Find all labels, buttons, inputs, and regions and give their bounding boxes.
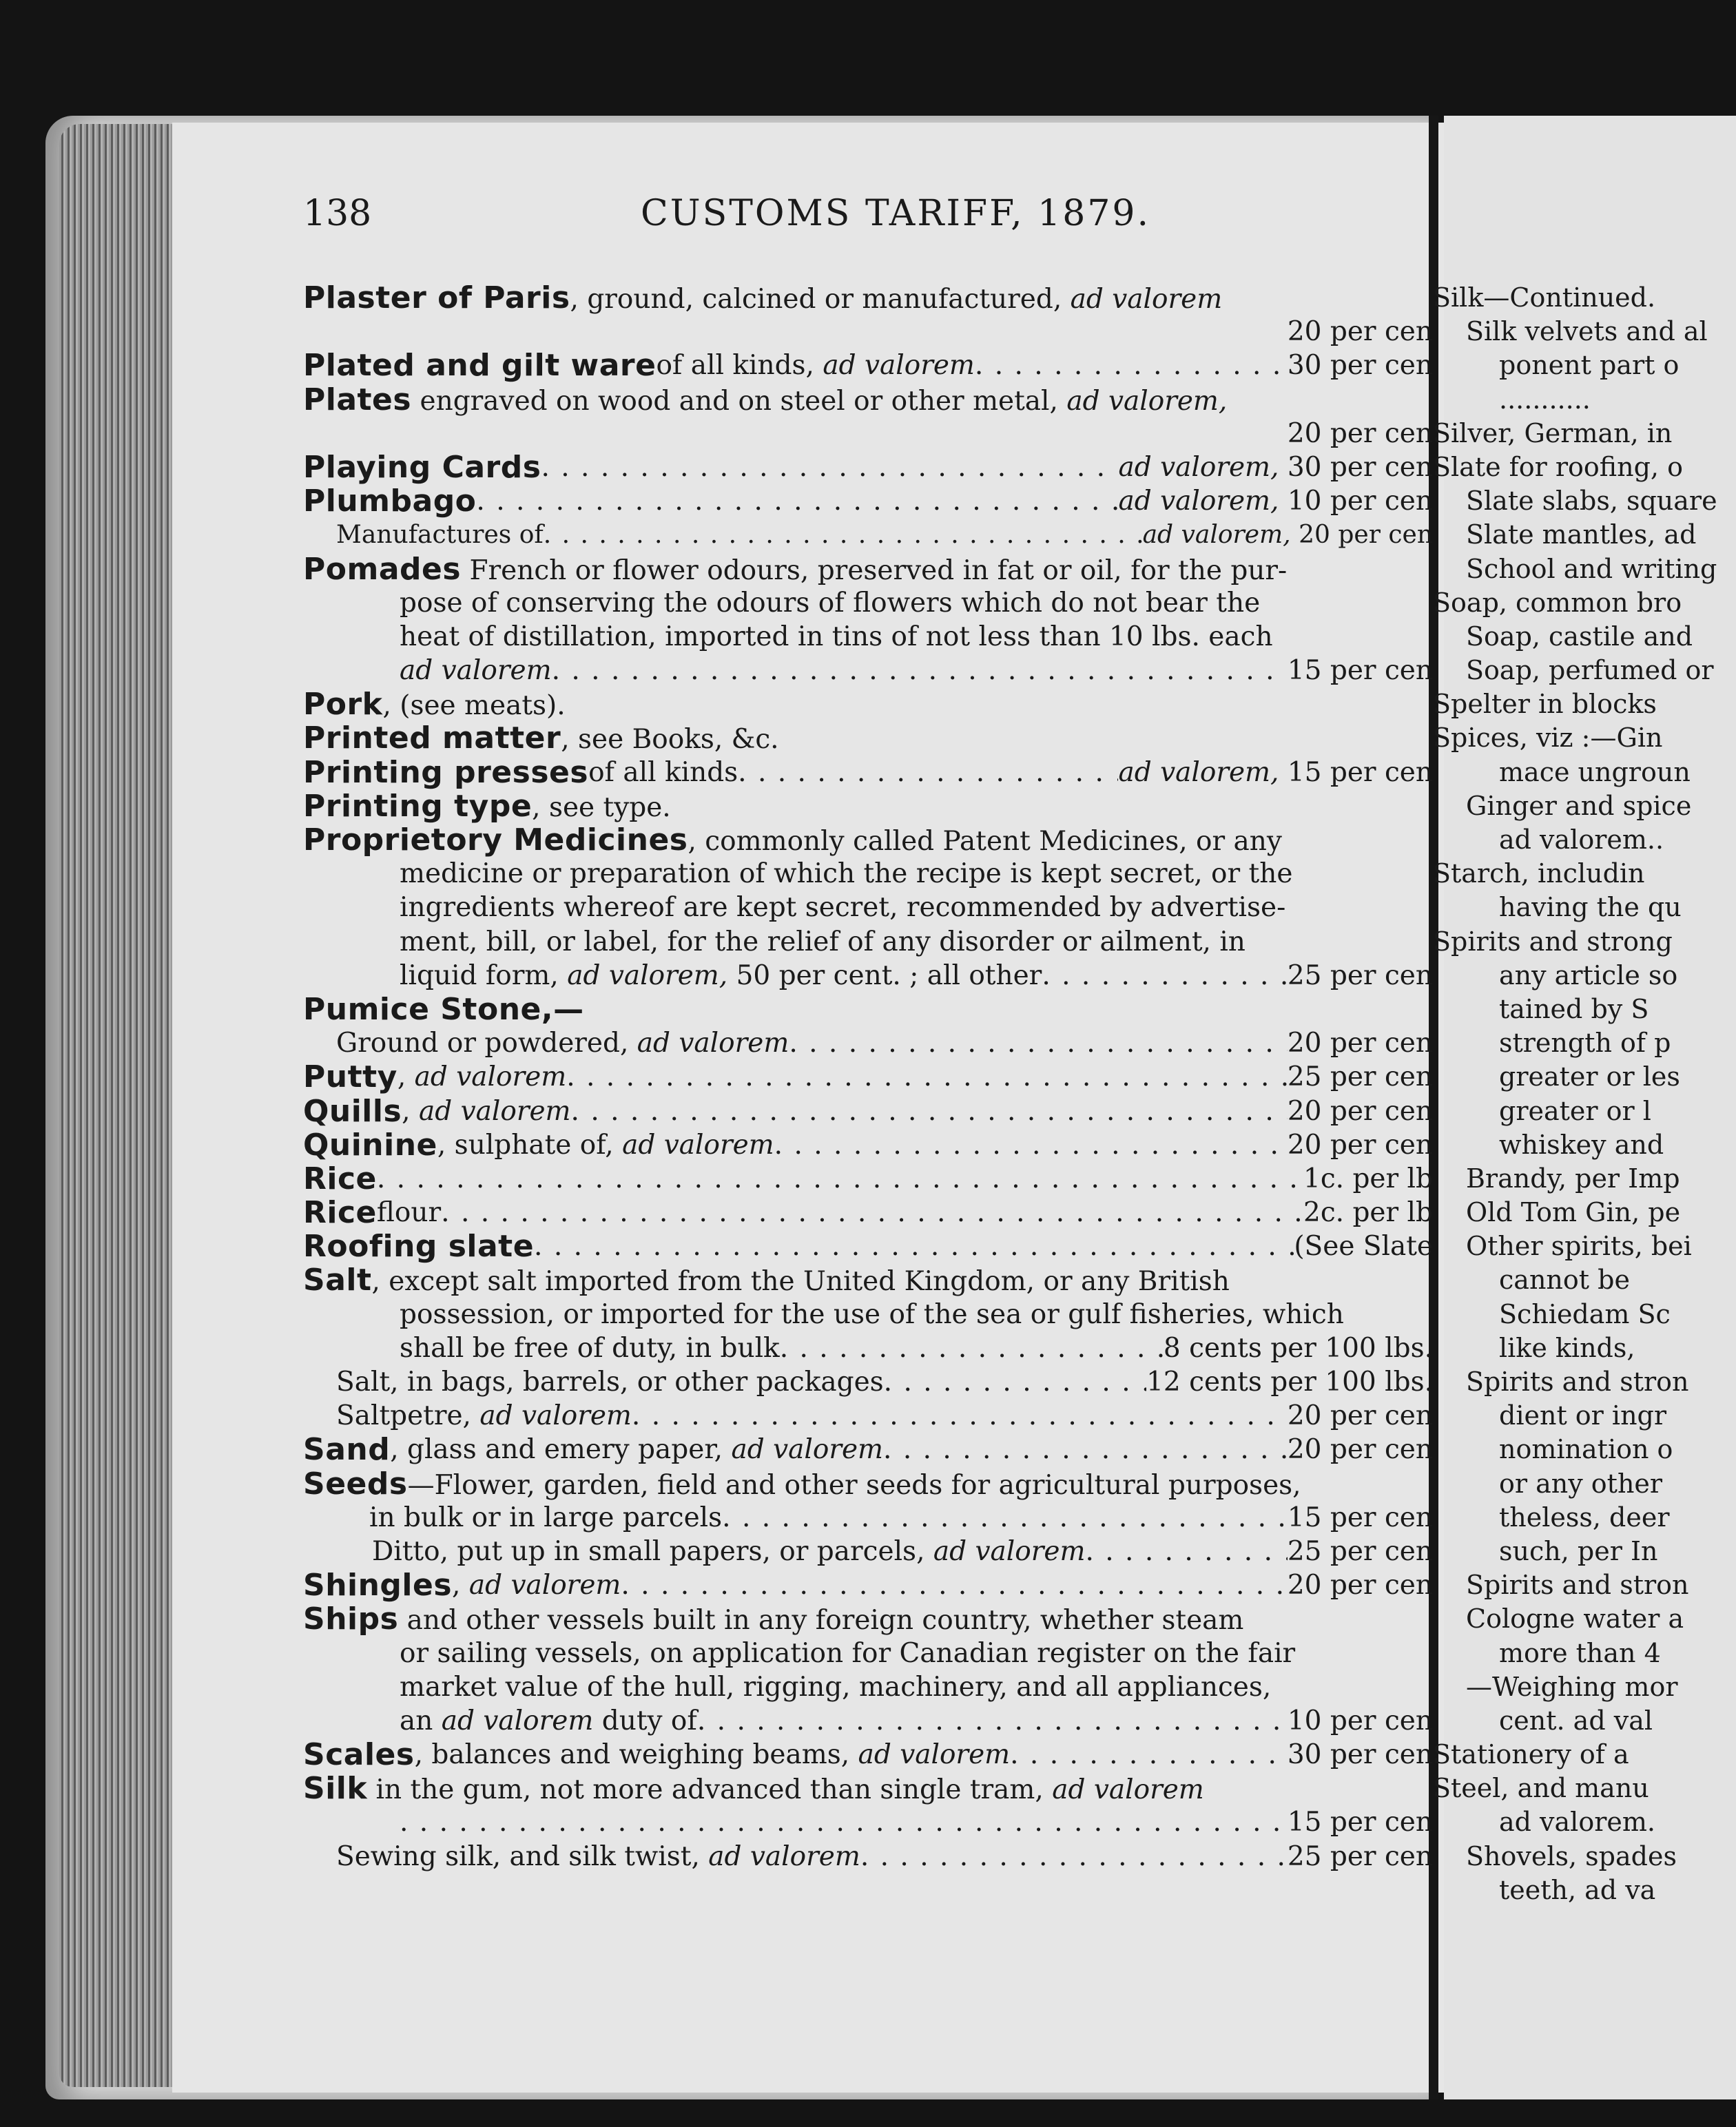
right-line: Spelter in blocks [1433,689,1657,720]
entry-line: Sand , glass and emery paper, ad valorem . . . 20 per cen [303,1433,1433,1466]
right-line: —Weighing mor [1466,1671,1678,1702]
dot-leader [975,349,1288,382]
duty-rate: 20 per cen [1287,1095,1433,1127]
entry-line: Printed matter, see Books, &c. [303,720,779,756]
duty-rate: 25 per cen [1287,959,1433,991]
right-line: Old Tom Gin, pe [1466,1197,1681,1228]
dot-leader [632,1399,1288,1433]
dot-leader [377,1162,1303,1196]
tariff-column-right [1433,281,1736,1907]
entry-line: Ground or powdered, ad valorem . . . 20 per cen [303,1026,1433,1060]
entry-line: or sailing vessels, on application for Canadian register on the fair [400,1637,1296,1669]
dot-leader [566,1060,1288,1094]
right-line: School and writing [1466,553,1717,584]
right-line: Soap, castile and [1466,621,1693,652]
entry-line: an ad valorem duty of . . . 10 per cen [303,1704,1433,1738]
entry-line: Quinine , sulphate of, ad valorem . . . 20 per cen [303,1128,1433,1162]
entry-line: possession, or imported for the use of the sea or gulf fisheries, which [400,1298,1344,1330]
duty-rate: 12 cents per 100 lbs. [1146,1367,1433,1398]
right-line: Cologne water a [1466,1604,1684,1635]
dot-leader [789,1026,1288,1060]
duty-rate: 10 per cen [1287,486,1433,517]
entry-line: ment, bill, or label, for the relief of any disorder or ailment, in [400,926,1246,957]
dot-leader [774,1128,1288,1162]
entry-line: Plates engraved on wood and on steel or other metal, ad valorem, [303,382,1228,417]
entry-headword: Roofing slate [303,1229,535,1265]
right-line: strength of p [1499,1028,1671,1059]
right-line: whiskey and [1499,1129,1664,1160]
duty-rate: 30 per cen [1287,1739,1433,1771]
entry-line: Plaster of Paris, ground, calcined or manufactured, ad valorem [303,280,1223,315]
entry-headword: Quinine [303,1127,437,1163]
entry-headword: Pomades [303,551,462,587]
right-line: tained by S [1499,993,1649,1024]
entry-headword: Plates [303,382,412,417]
entry-line [303,417,1433,450]
right-line: Other spirits, bei [1466,1231,1692,1262]
entry-line: Pomades French or flower odours, preserved in fat or oil, for the pur- [303,551,1288,587]
right-line: such, per In [1499,1535,1658,1566]
dot-leader [722,1501,1288,1535]
running-title: CUSTOMS TARIFF, 1879. [641,193,1151,234]
entry-headword: Quills [303,1093,402,1129]
duty-rate: 1c. per lb [1303,1163,1433,1194]
right-line: Silver, German, in [1433,417,1673,448]
right-line: like kinds, [1499,1332,1635,1363]
right-line: cent. ad val [1499,1705,1653,1736]
duty-rate: 20 per cen [1287,1129,1433,1161]
dot-leader [1085,1535,1287,1568]
right-line: Spirits and stron [1466,1570,1689,1601]
entry-headword: Salt [303,1263,372,1298]
duty-rate: 25 per cen [1287,1061,1433,1093]
entry-headword: Silk [303,1771,368,1807]
duty-rate: 20 per cen [1287,1400,1433,1432]
right-line: mace ungroun [1499,756,1691,787]
entry-line [303,1162,1433,1196]
entry-headword: Pumice Stone,— [303,991,584,1027]
entry-line: Pork, (see meats). [303,687,566,723]
entry-headword: Plumbago [303,484,477,519]
entry-headword: Sand [303,1432,391,1468]
right-line: Silk velvets and al [1466,316,1708,347]
right-line: Schiedam Sc [1499,1298,1671,1329]
right-line: Ginger and spice [1466,790,1692,821]
entry-line: in bulk or in large parcels . . . 15 per cen [303,1501,1433,1535]
entry-line: medicine or preparation of which the recipe is kept secret, or the [400,858,1293,890]
duty-rate: 15 per cen [1287,1502,1433,1533]
right-line: greater or les [1499,1061,1680,1092]
entry-headword: Printing type [303,788,533,824]
entry-line: Proprietory Medicines, commonly called Patent Medicines, or any [303,822,1282,858]
entry-headword: Printing presses [303,754,589,790]
dot-leader [780,1331,1164,1365]
entry-headword: Rice [303,1161,377,1196]
right-line: theless, deer [1499,1502,1670,1533]
right-line: ponent part o [1499,350,1680,381]
entry-line: Salt, except salt imported from the United Kingdom, or any British [303,1263,1230,1298]
dot-leader [552,654,1288,687]
entry-headword: Ships [303,1601,399,1637]
page-number: 138 [303,193,372,234]
dot-leader [1010,1738,1288,1772]
entry-headword: Printed matter [303,720,561,756]
duty-rate: 15 per cen [1287,655,1433,687]
duty-rate: 15 per cen [1287,1807,1433,1838]
right-line: cannot be [1499,1265,1630,1296]
right-line: Soap, perfumed or [1466,655,1714,686]
dot-leader [571,1094,1288,1128]
entry-headword: Pork [303,687,383,723]
tariff-column-left [303,281,1433,1874]
entry-headword: Plaster of Paris [303,280,570,315]
duty-rate: 20 per cen [1287,417,1433,449]
dot-leader [738,756,1118,789]
dot-leader [541,450,1118,484]
entry-line: Plumbago . . . ad valorem, 10 per cen [303,484,1433,518]
right-line: Brandy, per Imp [1466,1163,1680,1194]
right-line: Slate for roofing, o [1433,451,1683,482]
entry-line: market value of the hull, rigging, machinery, and all appliances, [400,1671,1272,1703]
duty-rate: 30 per cen [1287,350,1433,382]
entry-headword: Scales [303,1737,415,1773]
dot-leader [860,1840,1288,1874]
entry-headword: Playing Cards [303,449,541,485]
entry-line: Ditto, put up in small papers, or parcels, ad valorem . . . 25 per cen [303,1535,1433,1568]
right-line: dient or ingr [1499,1400,1667,1431]
right-line: ad valorem. [1499,1807,1655,1838]
entry-line [303,1805,1433,1839]
entry-line: pose of conserving the odours of flowers which do not bear the [400,587,1261,619]
entry-line: Rice flour . . . 2c. per lb [303,1196,1433,1229]
duty-rate: (See Slate [1294,1231,1433,1263]
entry-line: heat of distillation, imported in tins of not less than 10 lbs. each [400,621,1273,652]
duty-rate: 20 per cen [1287,1570,1433,1601]
page-edges [59,124,176,2087]
entry-line: Ships and other vessels built in any foreign country, whether steam [303,1601,1244,1637]
entry-line [303,315,1433,349]
right-line: Slate mantles, ad [1466,519,1697,550]
dot-leader [884,1365,1146,1399]
dot-leader [534,1229,1294,1263]
right-line: Steel, and manu [1433,1773,1649,1804]
entry-headword: Shingles [303,1568,453,1604]
duty-rate: 8 cents per 100 lbs. [1163,1332,1433,1364]
dot-leader [1042,959,1288,993]
duty-rate: 15 per cen [1287,756,1433,788]
right-line: more than 4 [1499,1637,1661,1668]
duty-rate: 25 per cen [1287,1840,1433,1872]
right-line: Spirits and strong [1433,926,1673,957]
right-line: having the qu [1499,892,1682,923]
dot-leader [400,1805,1288,1839]
right-line: ........... [1499,384,1591,415]
entry-line: Plated and gilt ware of all kinds, ad valorem . . . 30 per cen [303,349,1433,382]
entry-line [303,993,1433,1026]
right-line: Shovels, spades [1466,1840,1677,1871]
duty-rate: 20 per cen [1287,1028,1433,1059]
entry-line: Saltpetre, ad valorem . . . 20 per cen [303,1399,1433,1433]
right-line: Stationery of a [1433,1739,1629,1770]
dot-leader [476,484,1118,518]
entry-line [303,1229,1433,1263]
entry-headword: Rice [303,1195,377,1231]
entry-line: liquid form, ad valorem, 50 per cent. ; all other . . . 25 per cen [303,959,1433,993]
entry-line: Silk in the gum, not more advanced than single tram, ad valorem [303,1771,1204,1807]
entry-line: Putty , ad valorem . . . 25 per cen [303,1060,1433,1094]
entry-line: Printing presses of all kinds . . . ad valorem, 15 per cen [303,756,1433,789]
right-line: Spirits and stron [1466,1367,1689,1397]
duty-rate: 20 per cen [1287,1434,1433,1466]
entry-line: Scales , balances and weighing beams, ad valorem . . . 30 per cen [303,1738,1433,1772]
entry-line: Salt, in bags, barrels, or other packages . . . 12 cents per 100 lbs. [303,1365,1433,1399]
entry-headword: Putty [303,1059,397,1095]
dot-leader [621,1568,1287,1602]
right-line: ad valorem.. [1499,824,1664,855]
entry-line: Quills , ad valorem . . . 20 per cen [303,1094,1433,1128]
right-line: greater or l [1499,1095,1651,1126]
entry-headword: Proprietory Medicines [303,822,688,858]
entry-line: Printing type, see type. [303,788,671,824]
right-line: Slate slabs, square [1466,486,1717,517]
entry-line: Seeds—Flower, garden, field and other seeds for agricultural purposes, [303,1466,1301,1502]
right-line: teeth, ad va [1499,1874,1656,1905]
entry-line: ingredients whereof are kept secret, recommended by advertise- [400,892,1286,924]
right-line: Spices, viz :—Gin [1433,723,1663,754]
duty-rate: 25 per cen [1287,1535,1433,1567]
dot-leader [883,1433,1288,1466]
entry-headword: Seeds [303,1466,408,1502]
right-line: Soap, common bro [1433,587,1682,618]
entry-line: Playing Cards . . . ad valorem, 30 per cen [303,450,1433,484]
entry-line: ad valorem . . . 15 per cen [303,654,1433,687]
dot-leader [441,1196,1303,1229]
right-line: nomination o [1499,1434,1673,1465]
right-line: any article so [1499,959,1678,990]
duty-rate: 2c. per lb [1303,1197,1433,1229]
duty-rate: 20 per cen [1287,316,1433,348]
entry-line: Sewing silk, and silk twist, ad valorem . . . 25 per cen [303,1840,1433,1874]
dot-leader [544,518,1143,552]
duty-rate: 30 per cen [1287,451,1433,483]
entry-line: Manufactures of . . . ad valorem, 20 per cen [303,518,1433,552]
entry-line: Shingles , ad valorem . . . 20 per cen [303,1568,1433,1602]
duty-rate: 10 per cen [1287,1705,1433,1736]
right-line: Starch, includin [1433,858,1645,889]
right-line: Silk—Continued. [1433,282,1656,313]
right-line: or any other [1499,1468,1663,1499]
dot-leader [697,1704,1288,1738]
entry-headword: Plated and gilt ware [303,348,657,384]
entry-line: shall be free of duty, in bulk . . . 8 cents per 100 lbs. [303,1331,1433,1365]
duty-rate: 20 per cen [1299,521,1433,550]
